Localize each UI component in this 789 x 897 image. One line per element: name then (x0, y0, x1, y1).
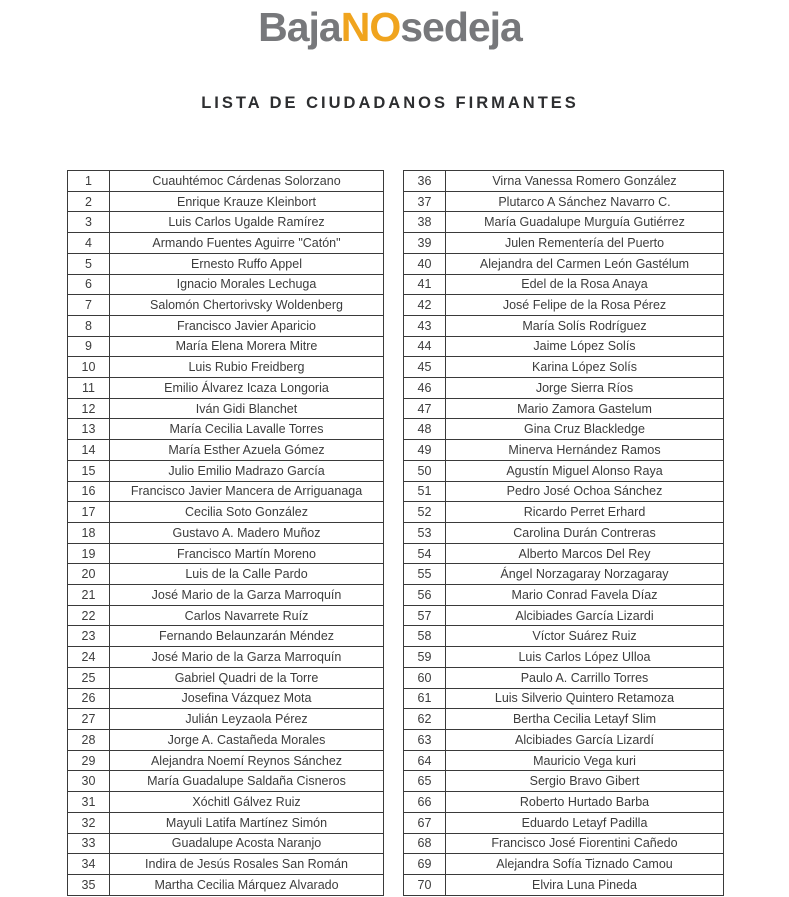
row-number-cell: 17 (68, 502, 110, 523)
table-row (68, 336, 384, 357)
signer-name-cell: Ernesto Ruffo Appel (110, 253, 384, 274)
signer-name-cell: Cecilia Soto González (110, 502, 384, 523)
row-number-cell: 64 (404, 750, 446, 771)
table-row (68, 295, 384, 316)
row-number-cell: 25 (68, 667, 110, 688)
row-number-cell: 69 (404, 854, 446, 875)
signer-name-cell: Minerva Hernández Ramos (446, 440, 724, 461)
table-row (404, 709, 724, 730)
table-row (68, 233, 384, 254)
row-number-cell: 13 (68, 419, 110, 440)
signer-name-cell: Virna Vanessa Romero González (446, 171, 724, 192)
row-number-cell: 28 (68, 729, 110, 750)
row-number-cell: 2 (68, 191, 110, 212)
signer-name-cell: Jaime López Solís (446, 336, 724, 357)
row-number-cell: 3 (68, 212, 110, 233)
table-row (404, 253, 724, 274)
signer-name-cell: Paulo A. Carrillo Torres (446, 667, 724, 688)
signers-table-left (67, 170, 384, 896)
table-row (68, 874, 384, 895)
table-row (404, 833, 724, 854)
signer-name-cell: Cuauhtémoc Cárdenas Solorzano (110, 171, 384, 192)
table-row (68, 315, 384, 336)
signer-name-cell: Francisco Martín Moreno (110, 543, 384, 564)
table-row (68, 812, 384, 833)
row-number-cell: 24 (68, 647, 110, 668)
table-row (404, 667, 724, 688)
signer-name-cell: Salomón Chertorivsky Woldenberg (110, 295, 384, 316)
table-row (404, 378, 724, 399)
row-number-cell: 40 (404, 253, 446, 274)
signers-table-right (403, 170, 724, 896)
signer-name-cell: Indira de Jesús Rosales San Román (110, 854, 384, 875)
row-number-cell: 50 (404, 460, 446, 481)
row-number-cell: 62 (404, 709, 446, 730)
table-row (68, 522, 384, 543)
row-number-cell: 1 (68, 171, 110, 192)
table-row (68, 398, 384, 419)
table-row (68, 357, 384, 378)
table-row (68, 191, 384, 212)
row-number-cell: 46 (404, 378, 446, 399)
table-row (68, 667, 384, 688)
row-number-cell: 27 (68, 709, 110, 730)
signer-name-cell: Guadalupe Acosta Naranjo (110, 833, 384, 854)
table-row (404, 212, 724, 233)
signer-name-cell: Francisco Javier Mancera de Arriguanaga (110, 481, 384, 502)
table-row (404, 771, 724, 792)
signer-name-cell: Luis Rubio Freidberg (110, 357, 384, 378)
signer-name-cell: Josefina Vázquez Mota (110, 688, 384, 709)
row-number-cell: 60 (404, 667, 446, 688)
signer-name-cell: Sergio Bravo Gibert (446, 771, 724, 792)
row-number-cell: 55 (404, 564, 446, 585)
signer-name-cell: Julián Leyzaola Pérez (110, 709, 384, 730)
signer-name-cell: Francisco José Fiorentini Cañedo (446, 833, 724, 854)
table-row (68, 833, 384, 854)
row-number-cell: 32 (68, 812, 110, 833)
table-row (404, 605, 724, 626)
signer-name-cell: Mario Zamora Gastelum (446, 398, 724, 419)
signer-name-cell: Alberto Marcos Del Rey (446, 543, 724, 564)
table-row (68, 585, 384, 606)
signer-name-cell: Xóchitl Gálvez Ruiz (110, 792, 384, 813)
row-number-cell: 44 (404, 336, 446, 357)
row-number-cell: 5 (68, 253, 110, 274)
row-number-cell: 8 (68, 315, 110, 336)
signer-name-cell: Ángel Norzagaray Norzagaray (446, 564, 724, 585)
signer-name-cell: Carlos Navarrete Ruíz (110, 605, 384, 626)
row-number-cell: 63 (404, 729, 446, 750)
signer-name-cell: Carolina Durán Contreras (446, 522, 724, 543)
table-row (404, 398, 724, 419)
row-number-cell: 34 (68, 854, 110, 875)
signers-table-left-body (68, 171, 384, 896)
signer-name-cell: Gustavo A. Madero Muñoz (110, 522, 384, 543)
row-number-cell: 66 (404, 792, 446, 813)
table-row (68, 253, 384, 274)
signer-name-cell: Alcibiades García Lizardi (446, 605, 724, 626)
row-number-cell: 33 (68, 833, 110, 854)
table-row (404, 729, 724, 750)
baja-no-se-deja-logo (0, 4, 780, 51)
signer-name-cell: María Esther Azuela Gómez (110, 440, 384, 461)
row-number-cell: 26 (68, 688, 110, 709)
signer-name-cell: Emilio Álvarez Icaza Longoria (110, 378, 384, 399)
row-number-cell: 54 (404, 543, 446, 564)
row-number-cell: 10 (68, 357, 110, 378)
table-row (404, 647, 724, 668)
table-row (404, 854, 724, 875)
row-number-cell: 35 (68, 874, 110, 895)
signer-name-cell: Alcibiades García Lizardí (446, 729, 724, 750)
row-number-cell: 29 (68, 750, 110, 771)
table-row (68, 750, 384, 771)
row-number-cell: 51 (404, 481, 446, 502)
signer-name-cell: José Felipe de la Rosa Pérez (446, 295, 724, 316)
row-number-cell: 16 (68, 481, 110, 502)
row-number-cell: 65 (404, 771, 446, 792)
table-row (404, 460, 724, 481)
signer-name-cell: Luis Carlos Ugalde Ramírez (110, 212, 384, 233)
row-number-cell: 6 (68, 274, 110, 295)
row-number-cell: 31 (68, 792, 110, 813)
row-number-cell: 21 (68, 585, 110, 606)
signer-name-cell: María Guadalupe Saldaña Cisneros (110, 771, 384, 792)
table-row (404, 233, 724, 254)
row-number-cell: 37 (404, 191, 446, 212)
table-row (404, 812, 724, 833)
table-row (404, 543, 724, 564)
row-number-cell: 57 (404, 605, 446, 626)
signer-name-cell: Alejandra Sofía Tiznado Camou (446, 854, 724, 875)
table-row (68, 419, 384, 440)
row-number-cell: 70 (404, 874, 446, 895)
signer-name-cell: José Mario de la Garza Marroquín (110, 585, 384, 606)
signer-name-cell: Gina Cruz Blackledge (446, 419, 724, 440)
table-row (404, 874, 724, 895)
row-number-cell: 22 (68, 605, 110, 626)
table-row (68, 502, 384, 523)
signer-name-cell: Martha Cecilia Márquez Alvarado (110, 874, 384, 895)
row-number-cell: 23 (68, 626, 110, 647)
signer-name-cell: Armando Fuentes Aguirre "Catón" (110, 233, 384, 254)
signer-name-cell: Roberto Hurtado Barba (446, 792, 724, 813)
signer-name-cell: Jorge A. Castañeda Morales (110, 729, 384, 750)
table-row (404, 481, 724, 502)
row-number-cell: 14 (68, 440, 110, 461)
row-number-cell: 52 (404, 502, 446, 523)
row-number-cell: 56 (404, 585, 446, 606)
signer-name-cell: María Elena Morera Mitre (110, 336, 384, 357)
signer-name-cell: Luis Silverio Quintero Retamoza (446, 688, 724, 709)
signer-name-cell: Francisco Javier Aparicio (110, 315, 384, 336)
signer-name-cell: Julio Emilio Madrazo García (110, 460, 384, 481)
signer-name-cell: Edel de la Rosa Anaya (446, 274, 724, 295)
table-row (404, 585, 724, 606)
signer-name-cell: Elvira Luna Pineda (446, 874, 724, 895)
row-number-cell: 58 (404, 626, 446, 647)
signer-name-cell: María Cecilia Lavalle Torres (110, 419, 384, 440)
signer-name-cell: Mario Conrad Favela Díaz (446, 585, 724, 606)
row-number-cell: 68 (404, 833, 446, 854)
row-number-cell: 15 (68, 460, 110, 481)
row-number-cell: 53 (404, 522, 446, 543)
signer-name-cell: Luis Carlos López Ulloa (446, 647, 724, 668)
table-row (68, 440, 384, 461)
logo-part-no: NO (340, 4, 401, 50)
signer-name-cell: Julen Rementería del Puerto (446, 233, 724, 254)
logo-part-baja: Baja (258, 4, 341, 50)
table-row (68, 564, 384, 585)
row-number-cell: 59 (404, 647, 446, 668)
table-row (68, 709, 384, 730)
signer-name-cell: Plutarco A Sánchez Navarro C. (446, 191, 724, 212)
signer-name-cell: Iván Gidi Blanchet (110, 398, 384, 419)
row-number-cell: 19 (68, 543, 110, 564)
signer-name-cell: Alejandra Noemí Reynos Sánchez (110, 750, 384, 771)
row-number-cell: 45 (404, 357, 446, 378)
table-row (404, 336, 724, 357)
row-number-cell: 38 (404, 212, 446, 233)
signers-table-right-body (404, 171, 724, 896)
table-row (68, 729, 384, 750)
table-row (68, 688, 384, 709)
signer-name-cell: Luis de la Calle Pardo (110, 564, 384, 585)
table-row (404, 171, 724, 192)
row-number-cell: 18 (68, 522, 110, 543)
table-row (404, 792, 724, 813)
row-number-cell: 47 (404, 398, 446, 419)
table-row (68, 854, 384, 875)
table-row (68, 481, 384, 502)
table-row (404, 357, 724, 378)
row-number-cell: 12 (68, 398, 110, 419)
row-number-cell: 20 (68, 564, 110, 585)
row-number-cell: 11 (68, 378, 110, 399)
signer-name-cell: Gabriel Quadri de la Torre (110, 667, 384, 688)
table-row (404, 522, 724, 543)
table-row (404, 440, 724, 461)
row-number-cell: 48 (404, 419, 446, 440)
signer-name-cell: María Solís Rodríguez (446, 315, 724, 336)
table-row (404, 315, 724, 336)
signer-name-cell: Enrique Krauze Kleinbort (110, 191, 384, 212)
row-number-cell: 9 (68, 336, 110, 357)
signer-name-cell: Agustín Miguel Alonso Raya (446, 460, 724, 481)
signer-name-cell: Ignacio Morales Lechuga (110, 274, 384, 295)
table-row (68, 647, 384, 668)
table-row (68, 274, 384, 295)
table-row (68, 460, 384, 481)
signer-name-cell: Karina López Solís (446, 357, 724, 378)
signer-name-cell: Bertha Cecilia Letayf Slim (446, 709, 724, 730)
signer-name-cell: Pedro José Ochoa Sánchez (446, 481, 724, 502)
row-number-cell: 42 (404, 295, 446, 316)
table-row (404, 750, 724, 771)
signer-name-cell: Fernando Belaunzarán Méndez (110, 626, 384, 647)
signer-name-cell: Eduardo Letayf Padilla (446, 812, 724, 833)
row-number-cell: 36 (404, 171, 446, 192)
table-row (404, 502, 724, 523)
row-number-cell: 61 (404, 688, 446, 709)
table-row (404, 295, 724, 316)
table-row (404, 274, 724, 295)
row-number-cell: 41 (404, 274, 446, 295)
row-number-cell: 39 (404, 233, 446, 254)
row-number-cell: 7 (68, 295, 110, 316)
table-row (404, 626, 724, 647)
signer-name-cell: María Guadalupe Murguía Gutiérrez (446, 212, 724, 233)
table-row (68, 171, 384, 192)
signer-name-cell: Víctor Suárez Ruiz (446, 626, 724, 647)
row-number-cell: 30 (68, 771, 110, 792)
row-number-cell: 4 (68, 233, 110, 254)
signer-name-cell: José Mario de la Garza Marroquín (110, 647, 384, 668)
table-row (68, 543, 384, 564)
table-row (404, 419, 724, 440)
table-row (68, 771, 384, 792)
row-number-cell: 43 (404, 315, 446, 336)
table-row (404, 688, 724, 709)
table-row (404, 564, 724, 585)
table-row (68, 626, 384, 647)
table-row (68, 605, 384, 626)
signer-name-cell: Ricardo Perret Erhard (446, 502, 724, 523)
table-row (68, 378, 384, 399)
page-title: LISTA DE CIUDADANOS FIRMANTES (201, 94, 579, 112)
signer-name-cell: Mayuli Latifa Martínez Simón (110, 812, 384, 833)
signer-name-cell: Mauricio Vega kuri (446, 750, 724, 771)
logo-part-sedeja: sedeja (400, 4, 522, 50)
signer-name-cell: Alejandra del Carmen León Gastélum (446, 253, 724, 274)
table-row (68, 792, 384, 813)
table-row (404, 191, 724, 212)
row-number-cell: 67 (404, 812, 446, 833)
table-row (68, 212, 384, 233)
signer-name-cell: Jorge Sierra Ríos (446, 378, 724, 399)
row-number-cell: 49 (404, 440, 446, 461)
